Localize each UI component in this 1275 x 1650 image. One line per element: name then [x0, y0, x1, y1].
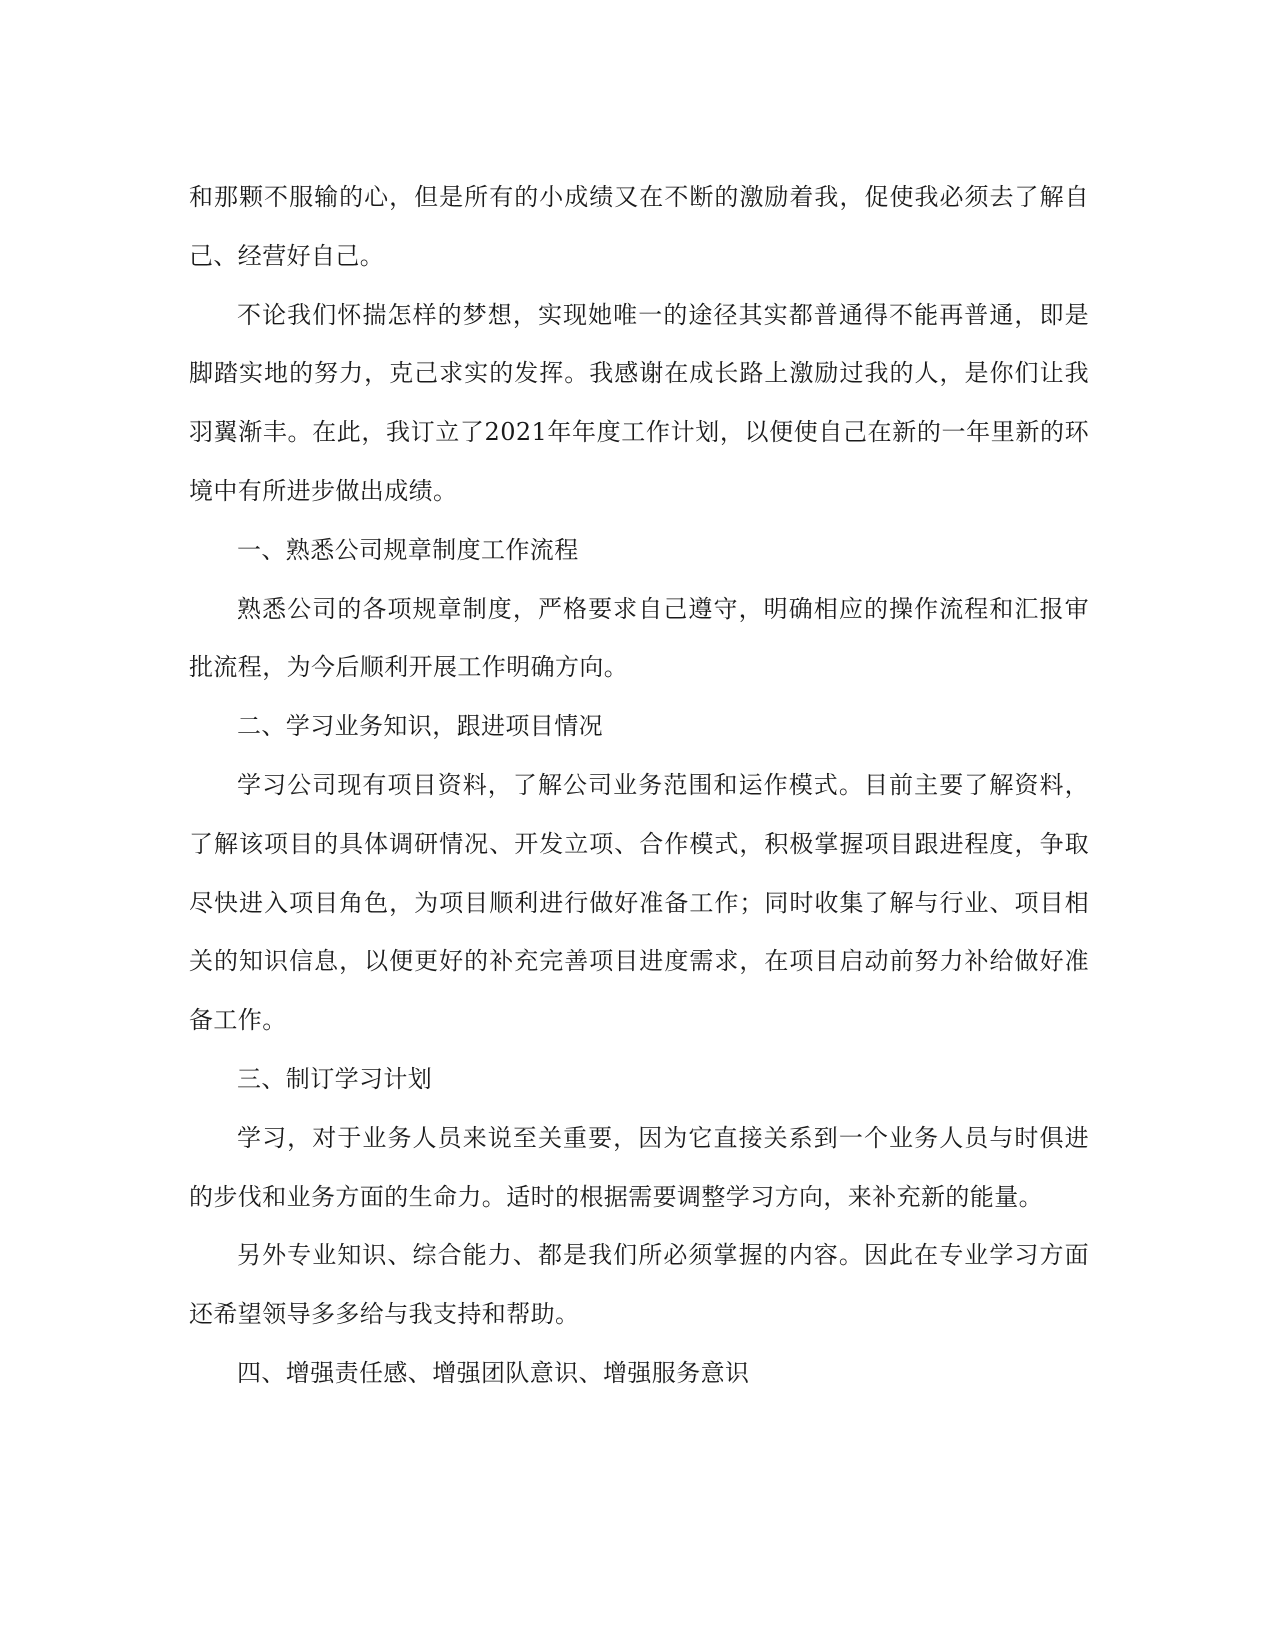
section-heading-3: 三、制订学习计划 — [237, 1064, 433, 1093]
paragraph-intro: 不论我们怀揣怎样的梦想，实现她唯一的途径其实都普通得不能再普通，即是脚踏实地的努力，克己求实的发挥。我感谢在成长路上激励过我的人，是你们让我羽翼渐丰。在此，我订立了2021年年度工作计划，以便使自己在新的一年里新的环境中有所进步做出成绩。 — [189, 300, 1089, 505]
paragraph-section-3b: 另外专业知识、综合能力、都是我们所必须掌握的内容。因此在专业学习方面还希望领导多多给与我支持和帮助。 — [189, 1241, 1089, 1329]
paragraph-section-1: 熟悉公司的各项规章制度，严格要求自己遵守，明确相应的操作流程和汇报审批流程，为今后顺利开展工作明确方向。 — [189, 594, 1089, 682]
section-heading-1: 一、熟悉公司规章制度工作流程 — [237, 535, 579, 564]
paragraph-continuation: 和那颗不服输的心，但是所有的小成绩又在不断的激励着我，促使我必须去了解自己、经营好自己。 — [189, 183, 1089, 270]
section-heading-2: 二、学习业务知识，跟进项目情况 — [237, 712, 603, 741]
section-heading-4: 四、增强责任感、增强团队意识、增强服务意识 — [237, 1358, 750, 1387]
paragraph-section-2: 学习公司现有项目资料，了解公司业务范围和运作模式。目前主要了解资料，了解该项目的具体调研情况、开发立项、合作模式，积极掌握项目跟进程度，争取尽快进入项目角色，为项目顺利进行做好准备工作；同时收集了解与行业、项目相关的知识信息，以便更好的补充完善项目进度需求，在项目启动前努力补给做好准备工作。 — [189, 770, 1089, 1035]
document-body — [189, 168, 1089, 1403]
paragraph-section-3a: 学习，对于业务人员来说至关重要，因为它直接关系到一个业务人员与时俱进的步伐和业务方面的生命力。适时的根据需要调整学习方向，来补充新的能量。 — [189, 1123, 1089, 1211]
